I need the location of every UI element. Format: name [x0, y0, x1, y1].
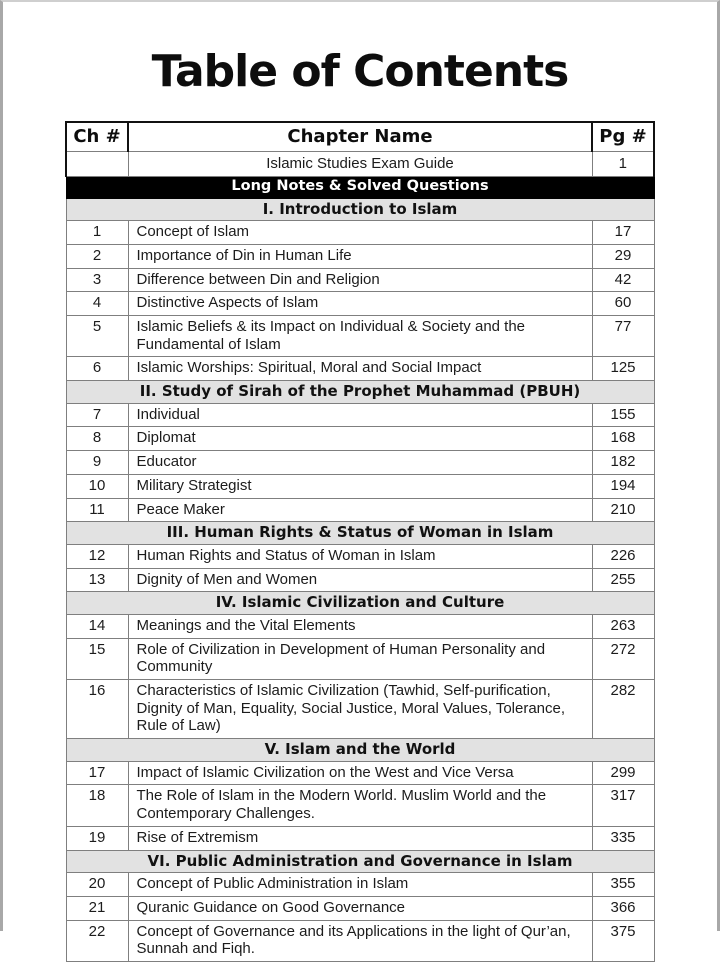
table-body — [66, 151, 654, 961]
section-label: II. Study of Sirah of the Prophet Muhammad (PBUH) — [66, 381, 654, 404]
chapter-name: Peace Maker — [128, 498, 592, 522]
chapter-number: 4 — [66, 292, 128, 316]
section-label: IV. Islamic Civilization and Culture — [66, 592, 654, 615]
table-row — [66, 761, 654, 785]
section-row — [66, 592, 654, 615]
table-head — [66, 122, 654, 152]
section-row — [66, 739, 654, 762]
chapter-name: Importance of Din in Human Life — [128, 244, 592, 268]
chapter-name: Dignity of Men and Women — [128, 568, 592, 592]
page-number: 317 — [592, 785, 654, 826]
chapter-number: 3 — [66, 268, 128, 292]
table-row — [66, 498, 654, 522]
page-number: 60 — [592, 292, 654, 316]
section-row — [66, 522, 654, 545]
table-header-row — [66, 122, 654, 152]
table-row — [66, 568, 654, 592]
chapter-name: Concept of Public Administration in Islam — [128, 873, 592, 897]
chapter-number: 13 — [66, 568, 128, 592]
col-header-chapter-number: Ch # — [66, 122, 128, 152]
page-number: 366 — [592, 896, 654, 920]
table-row — [66, 785, 654, 826]
chapter-name: Islamic Beliefs & its Impact on Individual & Society and the Fundamental of Islam — [128, 316, 592, 357]
page-number: 282 — [592, 680, 654, 739]
table-row — [66, 873, 654, 897]
page-number: 77 — [592, 316, 654, 357]
chapter-number — [66, 151, 128, 177]
chapter-number: 12 — [66, 544, 128, 568]
table-row — [66, 614, 654, 638]
chapter-name: Military Strategist — [128, 474, 592, 498]
chapter-name: Role of Civilization in Development of Human Personality and Community — [128, 638, 592, 679]
table-row — [66, 268, 654, 292]
chapter-name: Rise of Extremism — [128, 826, 592, 850]
table-row — [66, 826, 654, 850]
page-number: 168 — [592, 427, 654, 451]
table-row — [66, 920, 654, 961]
page-number: 194 — [592, 474, 654, 498]
chapter-number: 16 — [66, 680, 128, 739]
col-header-chapter-name: Chapter Name — [128, 122, 592, 152]
table-row — [66, 244, 654, 268]
chapter-number: 6 — [66, 357, 128, 381]
chapter-number: 15 — [66, 638, 128, 679]
page-number: 226 — [592, 544, 654, 568]
chapter-number: 21 — [66, 896, 128, 920]
page-number: 299 — [592, 761, 654, 785]
band-label: Long Notes & Solved Questions — [66, 177, 654, 198]
table-row — [66, 357, 654, 381]
chapter-number: 9 — [66, 451, 128, 475]
section-label: III. Human Rights & Status of Woman in Islam — [66, 522, 654, 545]
section-label: V. Islam and the World — [66, 739, 654, 762]
chapter-name: Impact of Islamic Civilization on the West and Vice Versa — [128, 761, 592, 785]
chapter-name: Distinctive Aspects of Islam — [128, 292, 592, 316]
page-number: 263 — [592, 614, 654, 638]
page-title: Table of Contents — [151, 46, 569, 97]
chapter-number: 8 — [66, 427, 128, 451]
page-number: 255 — [592, 568, 654, 592]
chapter-name: Educator — [128, 451, 592, 475]
page-number: 17 — [592, 221, 654, 245]
page-number: 335 — [592, 826, 654, 850]
page-number: 182 — [592, 451, 654, 475]
chapter-name: The Role of Islam in the Modern World. Muslim World and the Contemporary Challenges. — [128, 785, 592, 826]
page-number: 375 — [592, 920, 654, 961]
chapter-name: Concept of Governance and its Applications in the light of Qur’an, Sunnah and Fiqh. — [128, 920, 592, 961]
page-number: 42 — [592, 268, 654, 292]
toc-table — [65, 121, 655, 962]
chapter-number: 19 — [66, 826, 128, 850]
chapter-name: Concept of Islam — [128, 221, 592, 245]
chapter-name: Meanings and the Vital Elements — [128, 614, 592, 638]
chapter-number: 11 — [66, 498, 128, 522]
table-row — [66, 680, 654, 739]
page-number: 155 — [592, 403, 654, 427]
table-row — [66, 474, 654, 498]
table-row — [66, 221, 654, 245]
table-row — [66, 151, 654, 177]
table-row — [66, 403, 654, 427]
chapter-number: 22 — [66, 920, 128, 961]
chapter-name: Characteristics of Islamic Civilization (Tawhid, Self-purification, Dignity of Man, Equality, Social Justice, Moral Values, Tolerance, Rule of Law) — [128, 680, 592, 739]
chapter-number: 14 — [66, 614, 128, 638]
chapter-name: Individual — [128, 403, 592, 427]
table-row — [66, 451, 654, 475]
chapter-number: 10 — [66, 474, 128, 498]
section-row — [66, 198, 654, 221]
table-row — [66, 427, 654, 451]
table-row — [66, 896, 654, 920]
page-number: 125 — [592, 357, 654, 381]
chapter-name: Islamic Studies Exam Guide — [128, 151, 592, 177]
table-row — [66, 544, 654, 568]
chapter-number: 17 — [66, 761, 128, 785]
page-number: 1 — [592, 151, 654, 177]
section-label: VI. Public Administration and Governance in Islam — [66, 850, 654, 873]
section-label: I. Introduction to Islam — [66, 198, 654, 221]
chapter-number: 2 — [66, 244, 128, 268]
chapter-number: 18 — [66, 785, 128, 826]
chapter-number: 5 — [66, 316, 128, 357]
page-number: 29 — [592, 244, 654, 268]
page-number: 355 — [592, 873, 654, 897]
chapter-name: Difference between Din and Religion — [128, 268, 592, 292]
chapter-name: Quranic Guidance on Good Governance — [128, 896, 592, 920]
chapter-number: 7 — [66, 403, 128, 427]
table-row — [66, 638, 654, 679]
chapter-name: Human Rights and Status of Woman in Islam — [128, 544, 592, 568]
chapter-number: 20 — [66, 873, 128, 897]
page-number: 210 — [592, 498, 654, 522]
band-row — [66, 177, 654, 198]
section-row — [66, 381, 654, 404]
table-row — [66, 292, 654, 316]
chapter-number: 1 — [66, 221, 128, 245]
table-row — [66, 316, 654, 357]
page-number: 272 — [592, 638, 654, 679]
col-header-page-number: Pg # — [592, 122, 654, 152]
section-row — [66, 850, 654, 873]
chapter-name: Islamic Worships: Spiritual, Moral and Social Impact — [128, 357, 592, 381]
chapter-name: Diplomat — [128, 427, 592, 451]
